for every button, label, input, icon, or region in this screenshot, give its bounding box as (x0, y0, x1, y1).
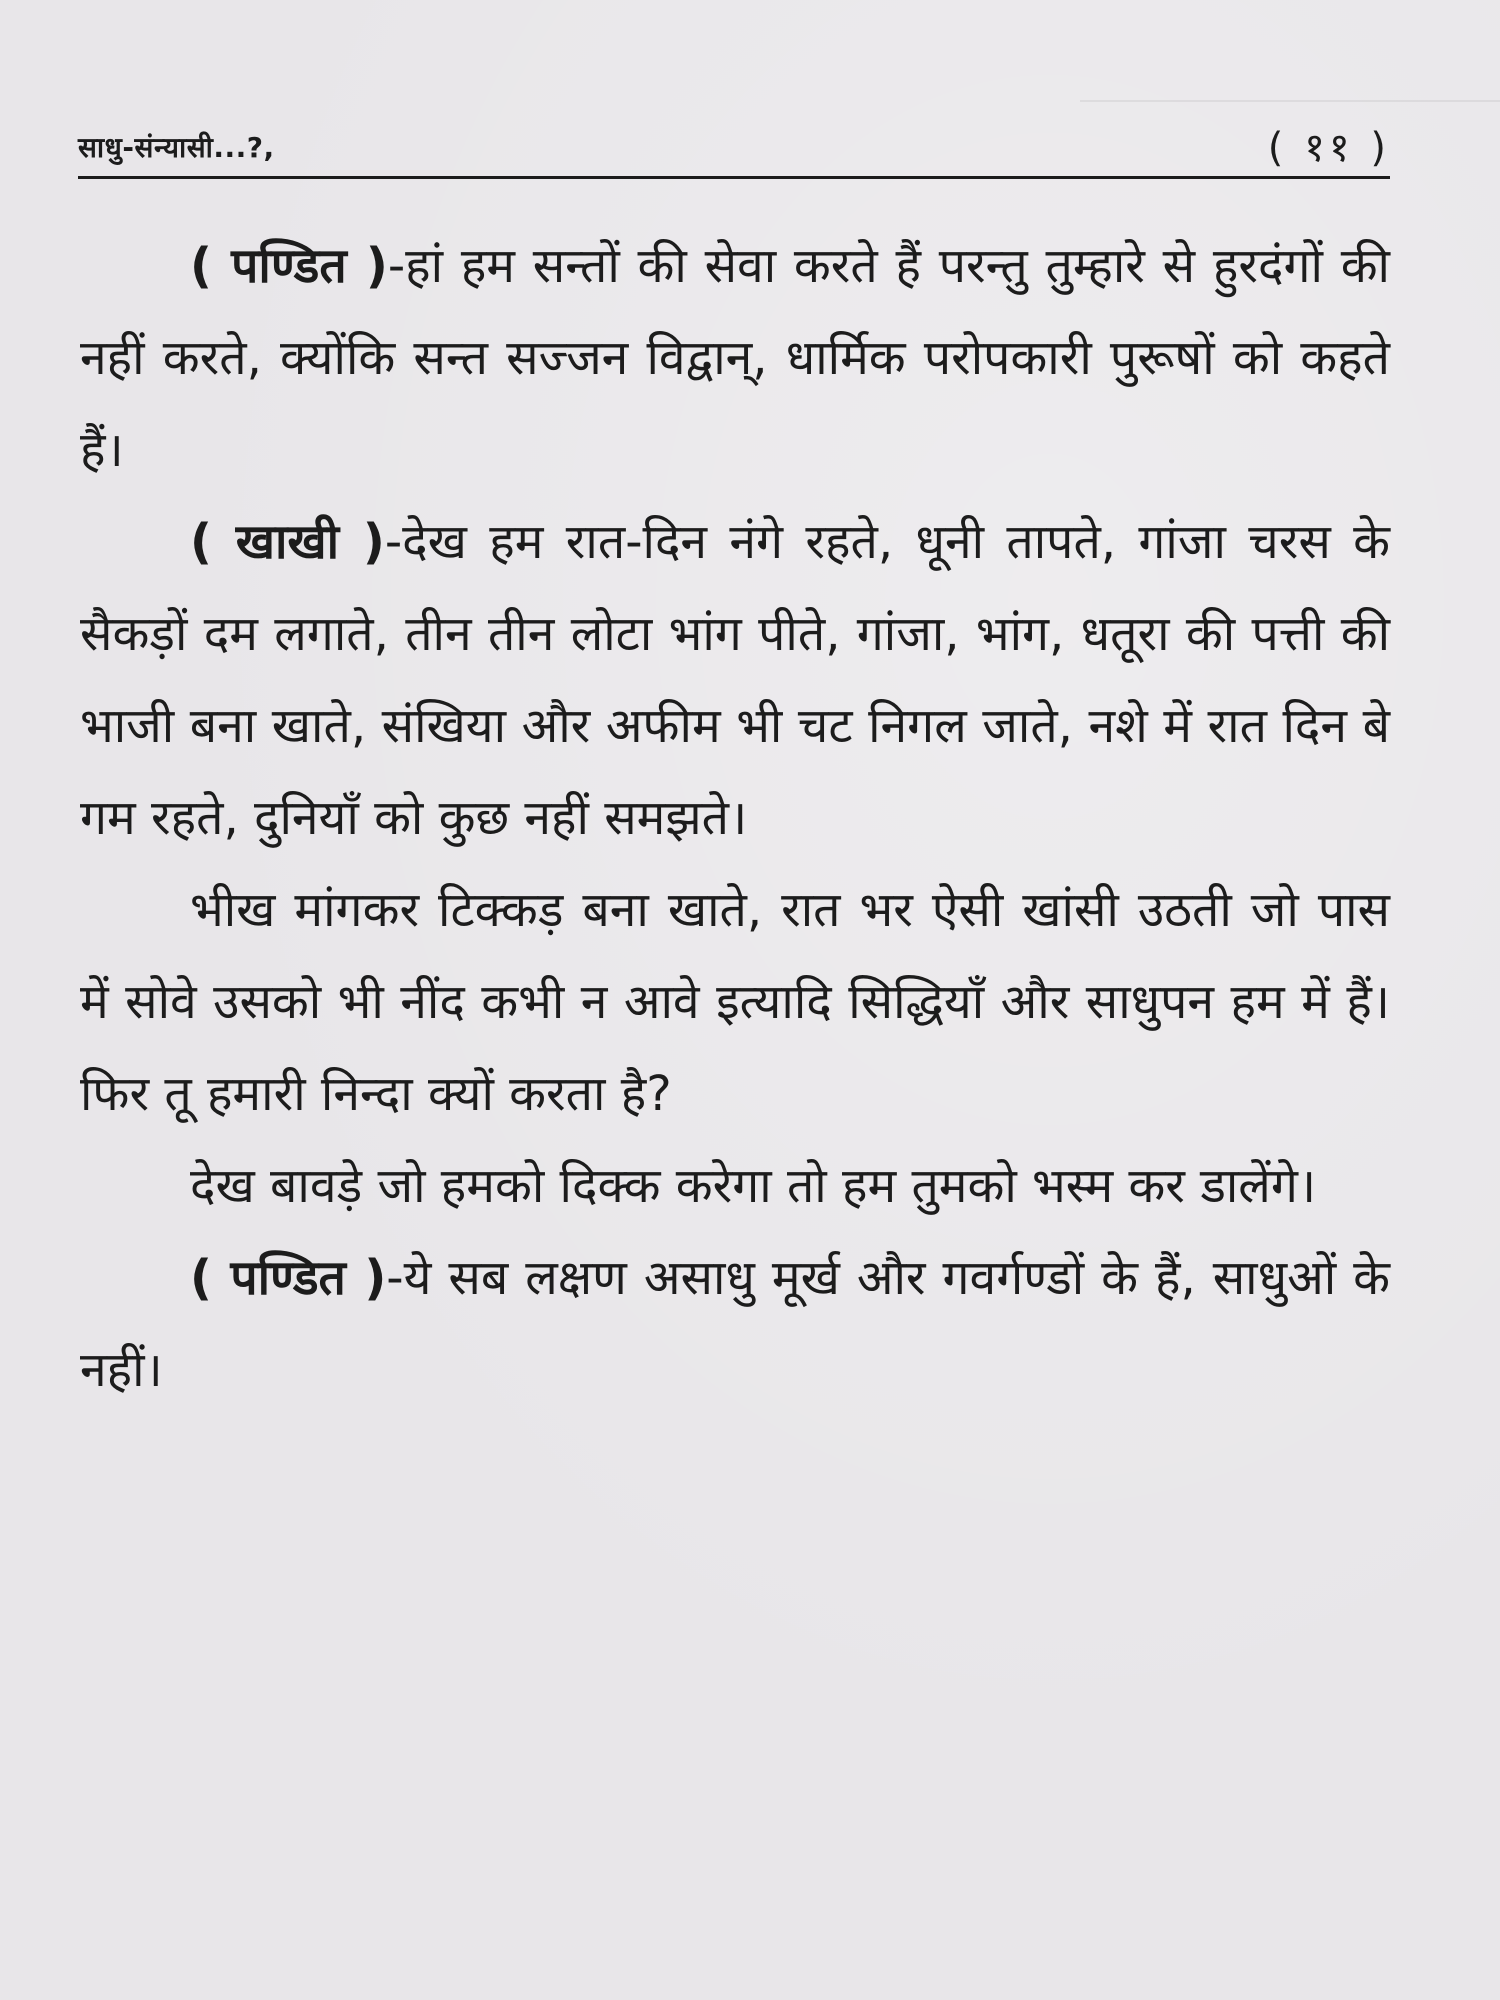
paragraph (80, 220, 1390, 496)
body-text (80, 220, 1390, 1416)
speaker-label: ( पण्डित ) (190, 1250, 387, 1306)
paragraph (80, 864, 1390, 1140)
bleed-through-shadow (1080, 40, 1500, 102)
paragraph (80, 496, 1390, 864)
header-rule (78, 176, 1390, 179)
paragraph-text: -ये सब लक्षण असाधु मूर्ख और गवर्गण्डों के हैं, साधुओं के नहीं। (80, 1250, 1390, 1398)
speaker-label: ( पण्डित ) (190, 238, 388, 294)
paragraph (80, 1140, 1390, 1232)
page-number: ( ११ ) (1267, 125, 1390, 171)
paragraph-text: -हां हम सन्तों की सेवा करते हैं परन्तु तुम्हारे से हुरदंगों की नहीं करते, क्योंकि सन्त सज्जन विद्वान्, धार्मिक परोपकारी पुरूषों को कहते हैं। (80, 238, 1390, 478)
paragraph-text: देख बावड़े जो हमको दिक्क करेगा तो हम तुमको भस्म कर डालेंगे। (190, 1158, 1317, 1214)
paragraph-text: भीख मांगकर टिक्कड़ बना खाते, रात भर ऐसी खांसी उठती जो पास में सोवे उसको भी नींद कभी न आवे इत्यादि सिद्धियाँ और साधुपन हम में हैं। फिर तू हमारी निन्दा क्यों करता है? (80, 882, 1390, 1122)
speaker-label: ( खाखी ) (190, 514, 385, 570)
paragraph (80, 1232, 1390, 1416)
header-title: साधु-संन्यासी...?, (78, 131, 275, 164)
paragraph-text: -देख हम रात-दिन नंगे रहते, धूनी तापते, गांजा चरस के सैकड़ों दम लगाते, तीन तीन लोटा भांग पीते, गांजा, भांग, धतूरा की पत्ती की भाजी बना खाते, संखिया और अफीम भी चट निगल जाते, नशे में रात दिन बे गम रहते, दुनियाँ को कुछ नहीं समझते। (80, 514, 1390, 846)
running-header (78, 118, 1390, 178)
